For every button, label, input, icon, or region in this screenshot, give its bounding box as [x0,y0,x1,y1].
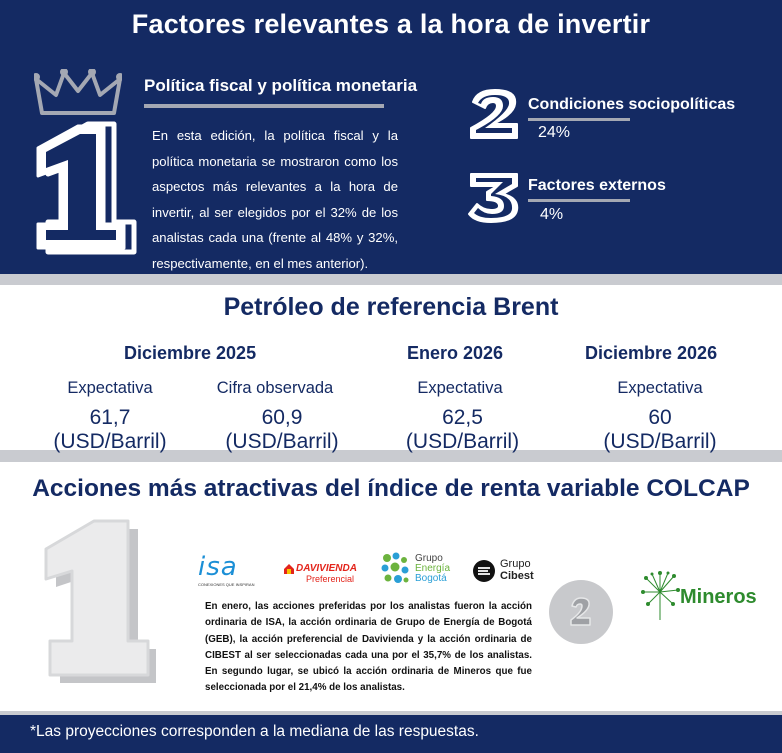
factor2-title: Condiciones sociopolíticas [528,96,736,113]
brent-title: Petróleo de referencia Brent [223,293,559,321]
divider [528,199,630,202]
acciones-section [0,462,782,711]
number-one-icon [30,118,142,256]
crown-icon [34,69,122,117]
davivienda-logo-text: DAVIVIENDA [296,563,357,574]
column-value: 62,5 (USD/Barril) [405,406,520,453]
house-icon [284,564,294,574]
geb-logo [381,550,461,590]
footnote: *Las proyecciones corresponden a la mediana de las respuestas. [30,723,479,740]
geb-line2: Energía [415,563,451,574]
period-ene-2026: Enero 2026 [407,343,504,363]
column-label: Cifra observada [216,379,334,397]
column-value: 60,9 (USD/Barril) [225,406,339,453]
isa-tagline: CONEXIONES QUE INSPIRAN [198,582,255,587]
cibest-logo [473,557,548,587]
mineros-logo [640,570,765,620]
column-value: 61,7 (USD/Barril) [53,406,167,453]
brent-section [0,285,782,453]
factor3-value: 4% [540,206,564,223]
acciones-description: En enero, las acciones preferidas por los analistas fueron la acción ordinaria de ISA, la acción ordinaria de Grupo de Energía de Bogotá (GEB), la acción preferencial de Davivienda y la acción ordinaria de CIBEST al ser seleccionadas cada una por el 35,7% de los analistas. En segundo lugar, se ubicó la acción ordinaria de Mineros que fue seleccionada por el 21,4% de los analistas. [205,601,532,694]
column-label: Expectativa [617,379,703,397]
davivienda-logo [282,562,377,590]
cibest-line2: Cibest [500,570,534,582]
number-two-icon [549,580,613,644]
geb-line1: Grupo [415,553,443,564]
column-label: Expectativa [417,379,503,397]
factores-section [0,0,782,274]
geb-line3: Bogotá [415,573,447,584]
period-dic-2025: Diciembre 2025 [124,343,257,363]
factor1-title: Política fiscal y política monetaria [144,76,418,95]
number-two-icon [467,88,523,140]
period-dic-2026: Diciembre 2026 [585,343,718,363]
acciones-title: Acciones más atractivas del índice de renta variable COLCAP [32,475,750,502]
factor3-title: Factores externos [528,177,666,194]
footer [0,715,782,753]
factor2-value: 24% [538,124,571,141]
divider [528,118,630,121]
cibest-line1: Grupo [500,558,531,570]
second-place-badge [549,580,613,644]
column-label: Expectativa [67,379,153,397]
isa-logo [196,552,266,592]
column-value: 60 (USD/Barril) [603,406,717,453]
dots-icon [381,552,409,586]
cibest-mark-icon [473,560,495,582]
isa-logo-text: isa [198,552,238,582]
dandelion-icon [640,570,682,620]
davivienda-sub: Preferencial [306,574,355,584]
mineros-logo-text: Mineros [680,586,757,608]
divider [144,104,384,108]
factores-title: Factores relevantes a la hora de invertir [131,9,651,39]
number-three-icon [467,170,523,224]
number-one-icon [40,517,160,687]
factor1-description: En esta edición, la política fiscal y la política monetaria se mostraron como los aspectos más relevantes a la hora de invertir, al ser elegidos por el 32% de los analistas cada una (frente al 48% y 32%, respectivamente, en el mes anterior). [152,128,398,271]
